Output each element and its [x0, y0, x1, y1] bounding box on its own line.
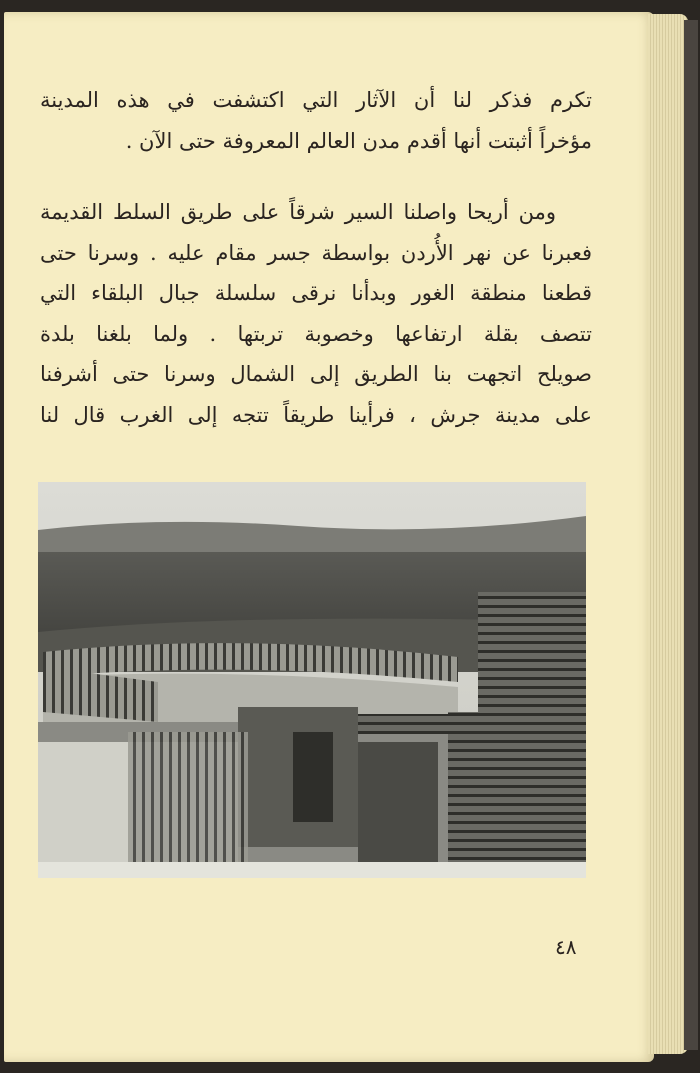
- page-edges: [648, 14, 688, 1054]
- text-line: فعبرنا عن نهر الأُردن بواسطة جسر مقام عليه . وسرنا حتى: [40, 240, 592, 265]
- paragraph-2: [40, 192, 592, 435]
- text-line: تكرم فذكر لنا أن الآثار التي اكتشفت في هذه المدينة: [40, 88, 592, 112]
- text-line: تتصف بقلة ارتفاعها وخصوبة تربتها . ولما بلغنا بلدة: [40, 321, 592, 346]
- text-line: على مدينة جرش ، فرأينا طريقاً تتجه إلى الغرب قال لنا: [40, 402, 592, 427]
- book-cover-edge: [684, 20, 698, 1050]
- jerash-ruins-photo: [38, 482, 586, 878]
- text-line: ومن أريحا واصلنا السير شرقاً على طريق السلط القديمة: [40, 200, 556, 224]
- text-line: مؤخراً أثبتت أنها أقدم مدن العالم المعروفة حتى الآن .: [125, 128, 592, 153]
- page-number: ٤٨: [555, 935, 577, 959]
- paragraph-1: [40, 80, 592, 161]
- text-line: قطعنا منطقة الغور وبدأنا نرقى سلسلة جبال البلقاء التي: [40, 281, 592, 305]
- text-line: صويلح اتجهت بنا الطريق إلى الشمال وسرنا حتى أشرفنا: [40, 362, 592, 386]
